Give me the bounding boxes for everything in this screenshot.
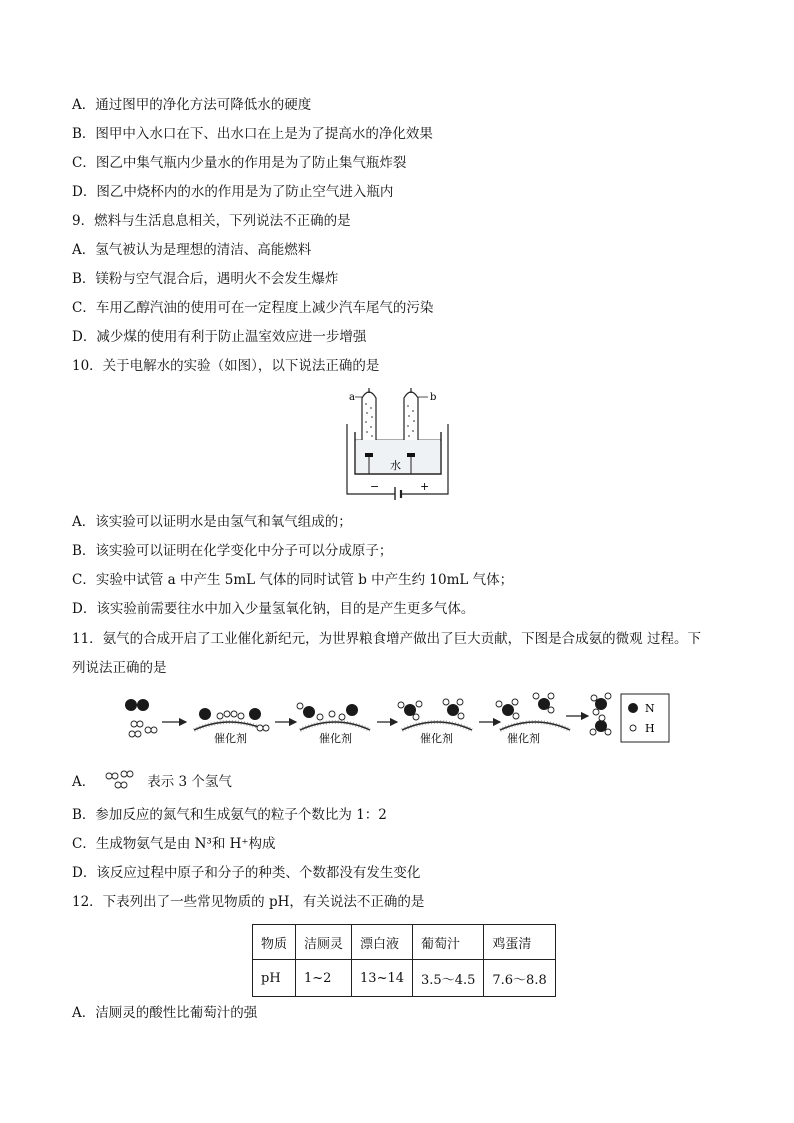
table-header-cell: 物质 — [253, 925, 296, 960]
table-header-cell: 洁厕灵 — [296, 925, 352, 960]
q9-option-d: D．减少煤的使用有利于防止温室效应进一步增强 — [72, 329, 367, 345]
q11-option-a-prefix: A． — [72, 774, 96, 790]
catalyst-label-1: 催化剂 — [214, 732, 247, 745]
q9-stem: 9．燃料与生活息息相关，下列说法不正确的是 — [72, 213, 351, 229]
q12-stem: 12．下表列出了一些常见物质的 pH，有关说法不正确的是 — [72, 894, 425, 910]
q8-option-b: B．图甲中入水口在下、出水口在上是为了提高水的净化效果 — [72, 126, 433, 142]
q8-option-a: A．通过图甲的净化方法可降低水的硬度 — [72, 97, 312, 113]
electrolysis-figure — [340, 384, 456, 504]
ammonia-synthesis-diagram — [120, 690, 674, 748]
ammonia-synthesis-figure — [120, 690, 674, 752]
q9-option-b: B．镁粉与空气混合后，遇明火不会发生爆炸 — [72, 271, 339, 287]
q11-stem-line1: 11．氨气的合成开启了工业催化新纪元，为世界粮食增产做出了巨大贡献，下图是合成氨的微观 过程。下 — [72, 631, 701, 647]
q11-option-c: C．生成物氨气是由 N³和 H⁺构成 — [72, 836, 276, 852]
q8-option-c: C．图乙中集气瓶内少量水的作用是为了防止集气瓶炸裂 — [72, 155, 407, 171]
q10-option-d: D．该实验前需要往水中加入少量氢氧化钠，目的是产生更多气体。 — [72, 601, 475, 617]
q10-option-a: A．该实验可以证明水是由氢气和氧气组成的； — [72, 514, 352, 530]
legend-n-label: N — [645, 702, 655, 715]
table-cell: 3.5～4.5 — [413, 960, 484, 997]
table-cell: 1~2 — [296, 960, 352, 997]
plus-label: + — [420, 480, 430, 493]
table-cell: 7.6～8.8 — [484, 960, 555, 997]
q12-option-a: A．洁厕灵的酸性比葡萄汁的强 — [72, 1005, 258, 1021]
catalyst-label-2: 催化剂 — [319, 732, 352, 745]
catalyst-label-4: 催化剂 — [507, 732, 540, 745]
ph-table — [252, 924, 556, 997]
table-header-cell: 鸡蛋清 — [484, 925, 555, 960]
q10-stem: 10．关于电解水的实验（如图），以下说法正确的是 — [72, 358, 380, 374]
q8-option-d: D．图乙中烧杯内的水的作用是为了防止空气进入瓶内 — [72, 184, 394, 200]
table-row — [253, 925, 556, 960]
minus-label: − — [370, 480, 380, 493]
q9-option-a: A．氢气被认为是理想的清洁、高能燃料 — [72, 242, 312, 258]
water-label: 水 — [390, 459, 401, 472]
electrolysis-diagram — [340, 384, 456, 500]
q11-option-d: D．该反应过程中原子和分子的种类、个数都没有发生变化 — [72, 865, 421, 881]
tube-b-label: b — [430, 392, 437, 403]
table-header-cell: 漂白液 — [352, 925, 413, 960]
q9-option-c: C．车用乙醇汽油的使用可在一定程度上减少汽车尾气的污染 — [72, 300, 434, 316]
q11-option-b: B．参加反应的氮气和生成氨气的粒子个数比为 1：2 — [72, 807, 387, 823]
q11-option-a-text: 表示 3 个氢气 — [147, 774, 232, 790]
q11-stem-line2: 列说法正确的是 — [72, 660, 167, 676]
hydrogen-molecules-icon — [105, 770, 141, 795]
table-cell: 13~14 — [352, 960, 413, 997]
q11-option-a — [72, 770, 232, 795]
catalyst-label-3: 催化剂 — [420, 732, 453, 745]
table-row — [253, 960, 556, 997]
table-cell: pH — [253, 960, 296, 997]
q10-option-b: B．该实验可以证明在化学变化中分子可以分成原子； — [72, 543, 393, 559]
q10-option-c: C．实验中试管 a 中产生 5mL 气体的同时试管 b 中产生约 10mL 气体； — [72, 572, 514, 588]
table-header-cell: 葡萄汁 — [413, 925, 484, 960]
tube-a-label: a — [349, 392, 355, 403]
legend-h-label: H — [645, 722, 655, 735]
